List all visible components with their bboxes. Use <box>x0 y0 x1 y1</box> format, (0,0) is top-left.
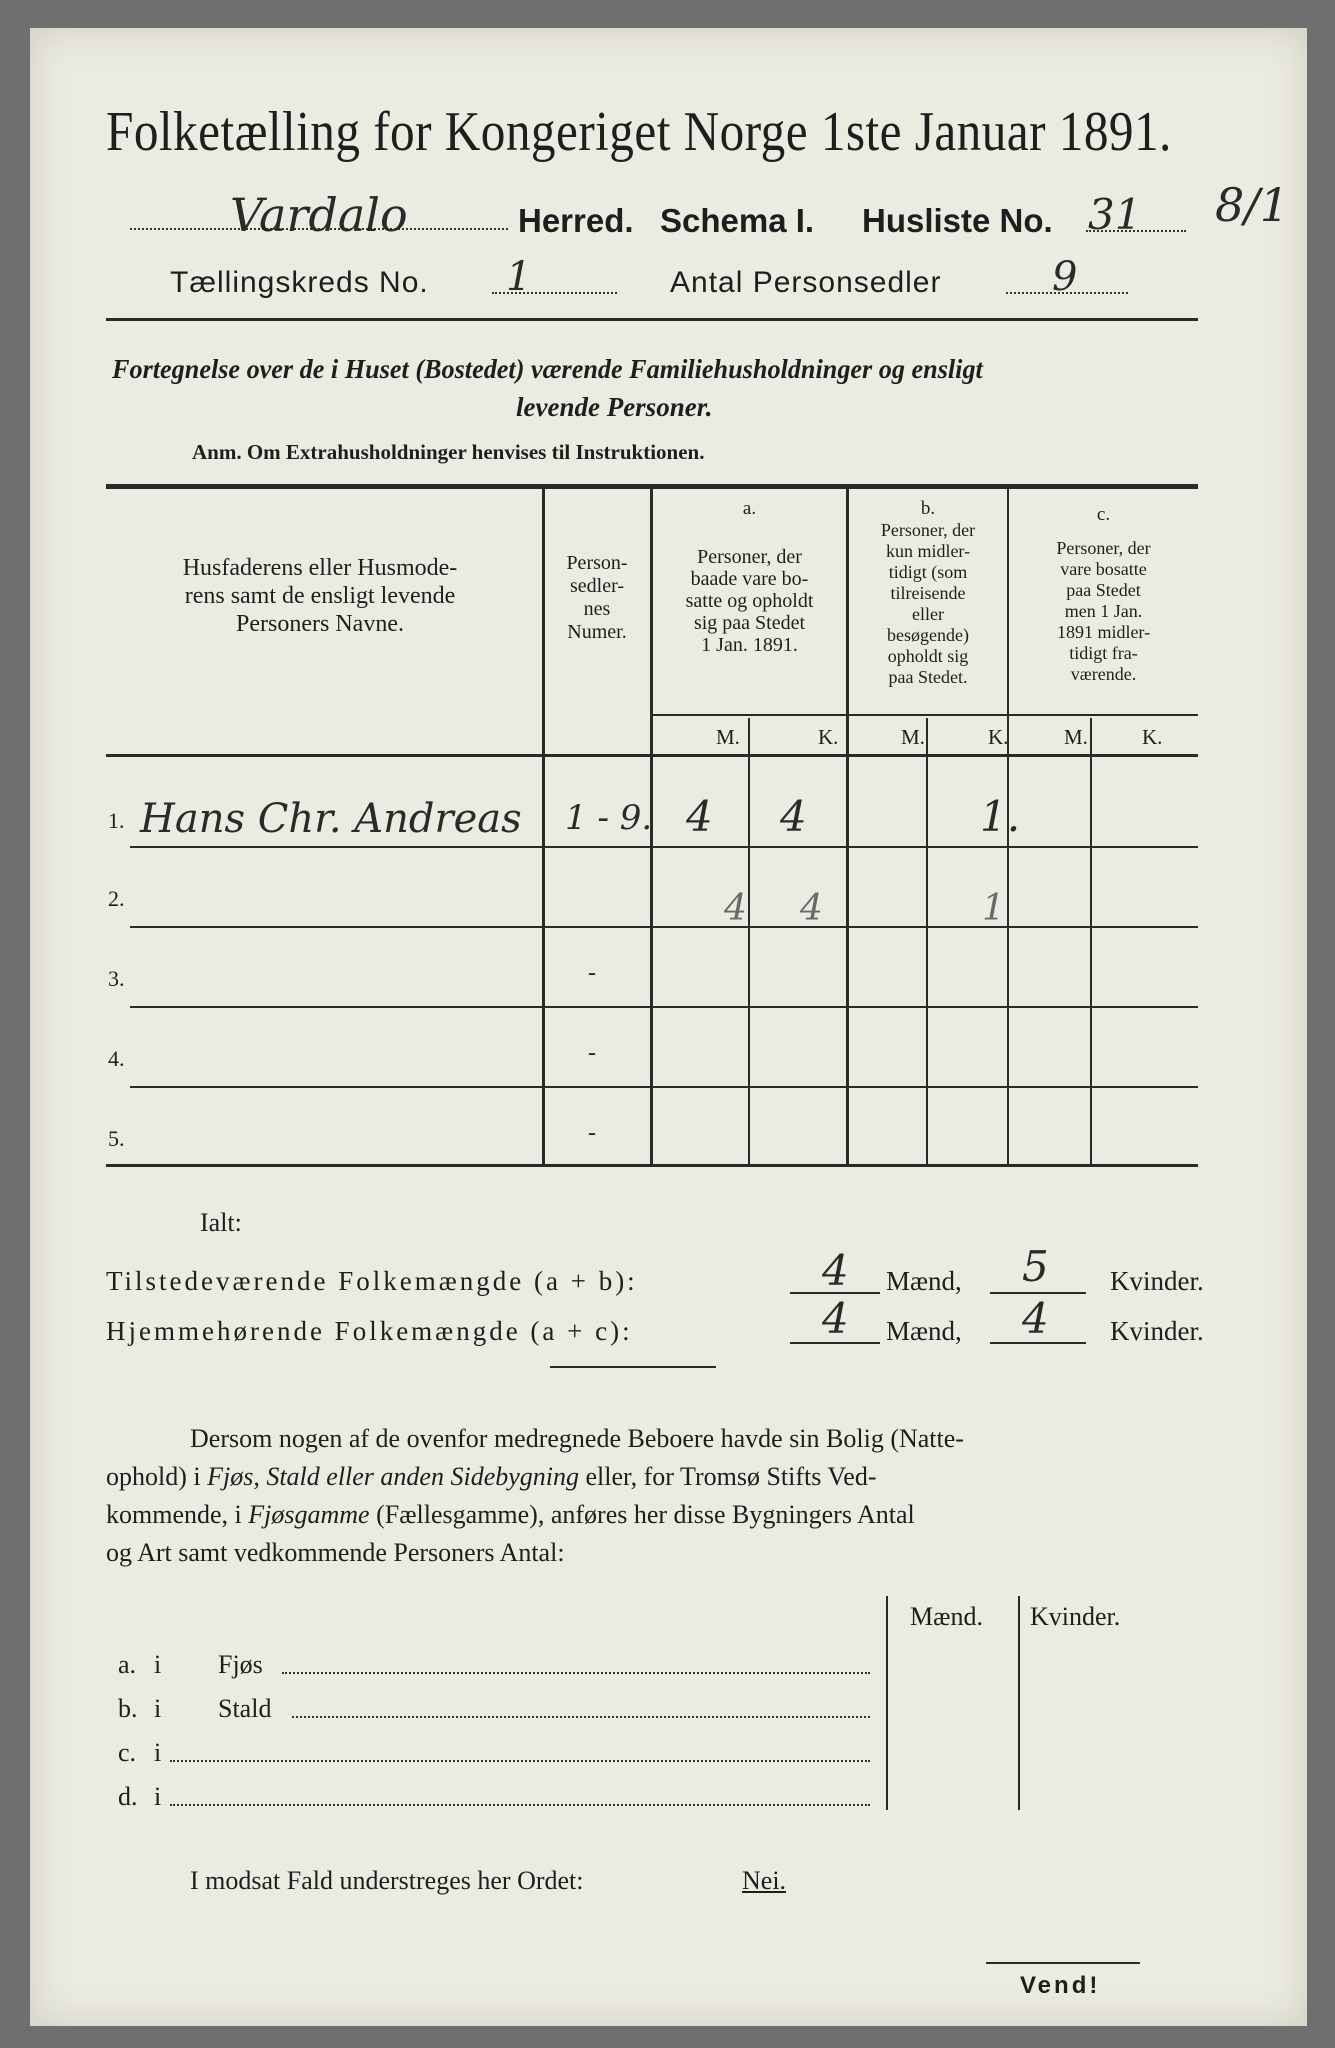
herred-value: Vardalo <box>230 188 408 242</box>
tilstede-label: Tilstedeværende Folkemængde (a + b): <box>106 1266 638 1296</box>
col-b-header-line: Personer, der <box>880 520 976 540</box>
col-c-letter: c. <box>1096 504 1111 525</box>
note-text-italic: Fjøs, Stald eller anden Sidebygning <box>207 1462 579 1491</box>
buildings-kvinder-header: Kvinder. <box>1030 1602 1121 1631</box>
building-row-label: Stald <box>218 1694 272 1723</box>
row-person-number: - <box>588 1120 596 1146</box>
col-b-header-line: tilreisende <box>890 583 966 603</box>
kreds-value: 1 <box>506 254 532 300</box>
col-b-header-line: opholdt sig <box>887 646 969 666</box>
hjemme-kvinder-label: Kvinder. <box>1110 1316 1204 1346</box>
note-text: kommende, i <box>106 1500 249 1529</box>
c-k-label: K. <box>1142 725 1163 749</box>
note-line-4: og Art samt vedkommende Personers Antal: <box>106 1538 565 1567</box>
col-a-header-line: satte og opholdt <box>685 590 814 612</box>
hjemme-label: Hjemmehørende Folkemængde (a + c): <box>106 1316 633 1346</box>
col-b-header-line: eller <box>912 604 944 624</box>
col-b-header <box>849 520 1007 688</box>
col-num-header <box>545 552 649 644</box>
note-text: ophold) i <box>106 1462 208 1491</box>
col-name-header-line: Personers Navne. <box>236 611 404 637</box>
col-c-header-line: 1891 midler- <box>1056 622 1151 642</box>
schema-label: Schema I. <box>660 202 815 239</box>
row-person-number: 1 - 9. <box>565 798 653 838</box>
row-rule-1 <box>130 846 1198 848</box>
note-line-2 <box>106 1462 877 1492</box>
col-a-header <box>653 546 846 656</box>
tilstede-kvinder-value: 5 <box>1022 1242 1049 1291</box>
col-b-header-line: besøgende) <box>887 625 969 645</box>
building-row-letter: b. <box>118 1694 138 1723</box>
col-b-header-line: paa Stedet. <box>888 667 968 687</box>
row-a-m: 4 <box>724 888 747 929</box>
b-m-label: M. <box>901 725 925 749</box>
hjemme-kvinder-value: 4 <box>1022 1294 1049 1343</box>
census-form-sheet <box>30 28 1307 2026</box>
row-rule-4 <box>130 1086 1198 1088</box>
modsat-text: I modsat Fald understreges her Ordet: <box>190 1866 584 1895</box>
vend-rule <box>986 1962 1140 1964</box>
col-a-header-line: Personer, der <box>697 546 802 568</box>
note-line-3 <box>106 1500 915 1530</box>
col-c-header <box>1009 538 1198 685</box>
row-rule-3 <box>130 1006 1198 1008</box>
building-row-i: i <box>154 1738 162 1767</box>
col-num-header-line: sedler- <box>569 575 624 597</box>
row-a-m: 4 <box>686 792 713 841</box>
col-num-header-line: Numer. <box>567 621 627 643</box>
kreds-label: Tællingskreds No. <box>170 266 429 299</box>
col-c-header-line: men 1 Jan. <box>1064 601 1143 621</box>
building-row-letter: c. <box>118 1738 137 1767</box>
building-row-i: i <box>154 1694 162 1723</box>
building-row-i: i <box>154 1650 162 1679</box>
col-c-header-line: tidigt fra- <box>1069 643 1138 663</box>
col-num-header-line: nes <box>583 598 611 620</box>
row-a-k: 4 <box>780 792 807 841</box>
row-person-number: - <box>588 960 596 986</box>
building-row-letter: a. <box>118 1650 137 1679</box>
col-divider-c-mk <box>1090 718 1092 1166</box>
row-b-k: 1. <box>980 792 1021 841</box>
row-number: 3. <box>108 966 125 991</box>
nei-word: Nei. <box>742 1866 787 1895</box>
col-a-header-line: baade vare bo- <box>690 568 809 590</box>
building-row-dots <box>292 1716 870 1718</box>
mk-row-rule <box>650 714 1198 716</box>
vend-label: Vend! <box>1020 1972 1101 1999</box>
c-m-label: M. <box>1064 725 1088 749</box>
col-divider-b-mk <box>926 718 928 1166</box>
note-line-1: Dersom nogen af de ovenfor medregnede Beboere havde sin Bolig (Natte- <box>190 1424 964 1453</box>
hjemme-maend-label: Mænd, <box>886 1316 962 1346</box>
note-text: (Fællesgamme), anføres her disse Bygningers Antal <box>369 1500 915 1529</box>
col-b-header-line: tidigt (som <box>888 562 968 582</box>
margin-note: 8/1 <box>1215 178 1290 232</box>
section-divider <box>550 1366 716 1368</box>
building-row-i: i <box>154 1782 162 1811</box>
ialt-label: Ialt: <box>200 1208 242 1237</box>
building-row-label: Fjøs <box>218 1650 263 1679</box>
header-rule <box>106 318 1198 321</box>
b-k-label: K. <box>988 725 1009 749</box>
antal-value: 9 <box>1052 254 1078 300</box>
intro-line-2: levende Personer. <box>516 392 713 422</box>
col-c-header-line: Personer, der <box>1056 538 1151 558</box>
buildings-divider-2 <box>1018 1596 1020 1810</box>
tilstede-kvinder-label: Kvinder. <box>1110 1266 1204 1296</box>
row-name: Hans Chr. Andreas <box>140 796 522 842</box>
buildings-maend-header: Mænd. <box>910 1602 983 1631</box>
col-a-letter: a. <box>742 498 757 519</box>
note-text-italic: Fjøsgamme <box>248 1500 370 1529</box>
col-name-header-line: Husfaderens eller Husmode- <box>182 555 458 581</box>
col-divider-a-mk <box>748 718 750 1166</box>
col-c-header-line: værende. <box>1070 664 1137 684</box>
col-num-header-line: Person- <box>566 552 628 574</box>
row-number: 1. <box>108 808 125 833</box>
hjemme-maend-value: 4 <box>822 1294 849 1343</box>
col-name-header-line: rens samt de ensligt levende <box>184 583 456 609</box>
a-k-label: K. <box>818 725 839 749</box>
building-row-letter: d. <box>118 1782 138 1811</box>
intro-line-1: Fortegnelse over de i Huset (Bostedet) værende Familiehusholdninger og ensligt <box>112 354 983 384</box>
tilstede-maend-value: 4 <box>822 1246 849 1295</box>
row-number: 4. <box>108 1046 125 1071</box>
col-b-header-line: kun midler- <box>885 541 971 561</box>
herred-label: Herred. <box>518 202 634 239</box>
husliste-label: Husliste No. <box>862 202 1053 239</box>
building-row-dots <box>282 1672 870 1674</box>
col-a-header-line: 1 Jan. 1891. <box>701 634 798 656</box>
a-m-label: M. <box>716 725 740 749</box>
row-a-k: 4 <box>800 888 823 929</box>
row-number: 2. <box>108 886 125 911</box>
col-b-letter: b. <box>920 498 936 519</box>
row-number: 5. <box>108 1126 125 1151</box>
antal-label: Antal Personsedler <box>670 266 942 299</box>
building-row-dots <box>170 1760 870 1762</box>
anm-note: Anm. Om Extrahusholdninger henvises til Instruktionen. <box>192 440 705 464</box>
husliste-value: 31 <box>1088 190 1142 239</box>
col-name-header <box>120 554 520 638</box>
row-rule-2 <box>130 926 1198 928</box>
buildings-divider-1 <box>886 1596 888 1810</box>
row-person-number: - <box>588 1040 596 1066</box>
col-c-header-line: paa Stedet <box>1066 580 1141 600</box>
building-row-dots <box>170 1804 870 1806</box>
col-c-header-line: vare bosatte <box>1060 559 1147 579</box>
form-title: Folketælling for Kongeriget Norge 1ste Januar 1891. <box>106 101 1172 163</box>
col-a-header-line: sig paa Stedet <box>693 612 806 634</box>
note-text: eller, for Tromsø Stifts Ved- <box>579 1462 877 1491</box>
row-b-k: 1 <box>982 888 1005 929</box>
tilstede-maend-label: Mænd, <box>886 1266 962 1296</box>
